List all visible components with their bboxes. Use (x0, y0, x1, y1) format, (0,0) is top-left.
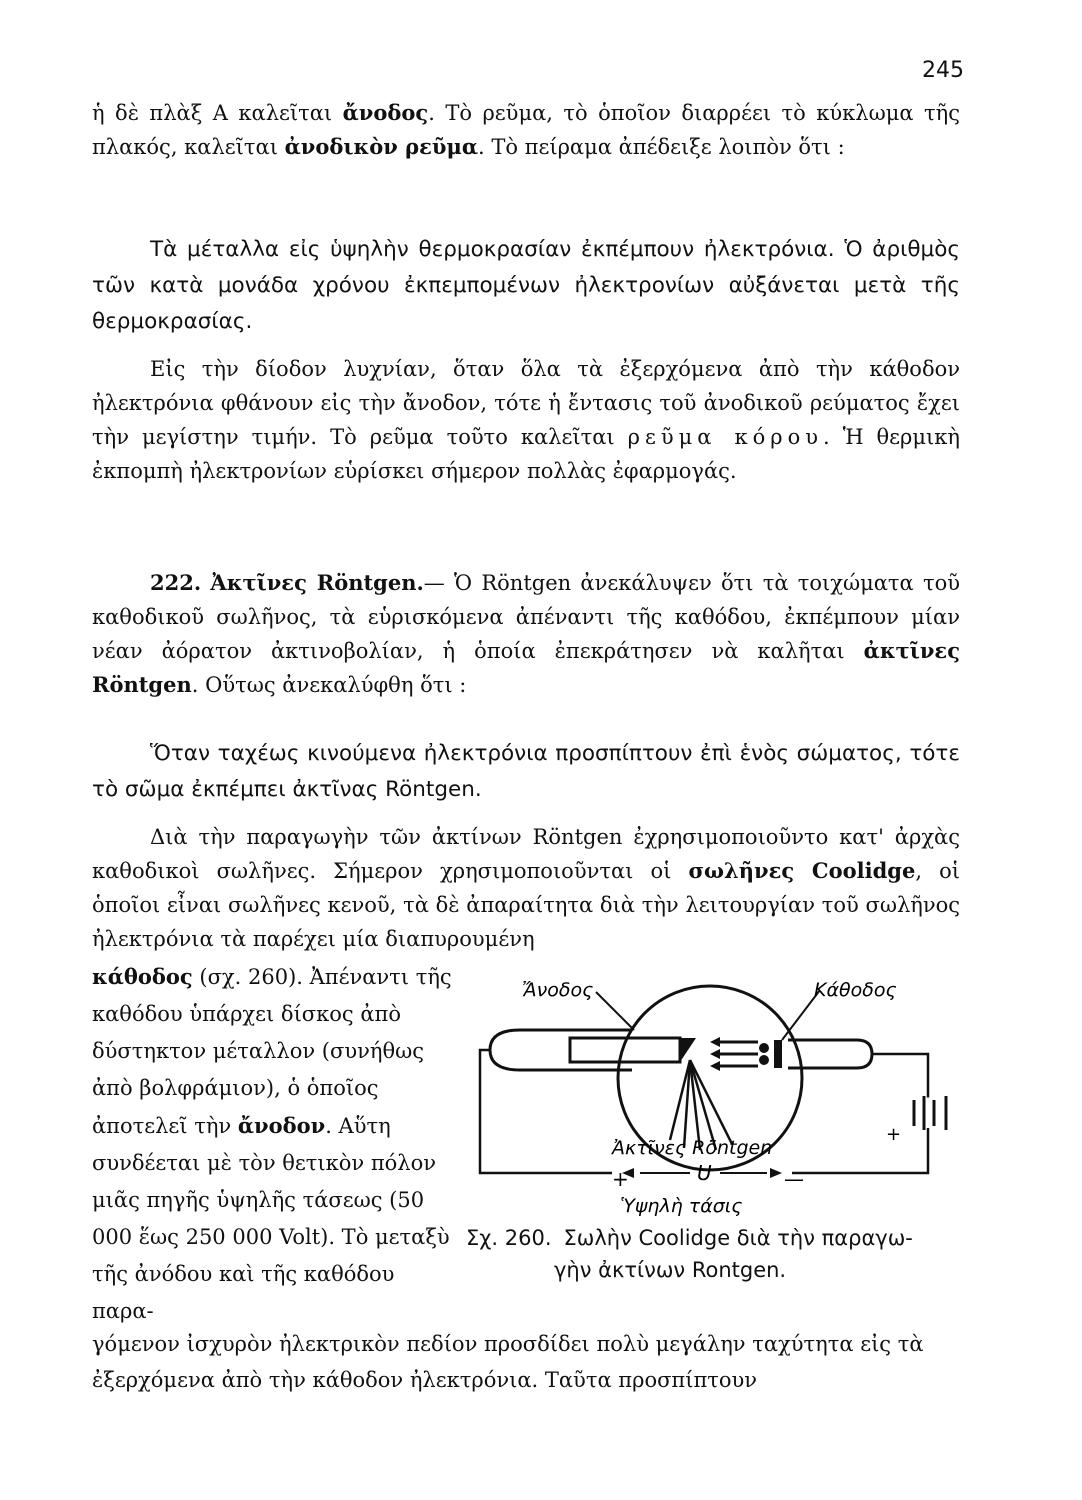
section-number: 222. (150, 570, 202, 595)
section-text-b: . Οὕτως ἀνεκαλύφθη ὅτι : (191, 673, 467, 697)
battery-plus-label: + (886, 1124, 902, 1145)
term-cathode: κάθοδος (92, 964, 193, 989)
caption-number: Σχ. 260. (466, 1226, 552, 1250)
p2-text-a: Εἰς τὴν δίοδον λυχνίαν, ὅταν ὅλα τὰ ἐξερχόμενα ἀπὸ τὴν κάθοδον ἠλεκτρόνια φθάνουν εἰς τὴν ἄνοδον, τότε ἡ ἔντασις τοῦ ἀνοδικοῦ ρεύματος ἔχει τὴν μεγίστην τιμήν. Τὸ ρεῦμα τοῦτο καλεῖται (92, 357, 960, 449)
term-roentgen-rays: ἀκτῖνες Röntgen (92, 638, 960, 697)
caption-line-1: Σωλὴν Coolidge διὰ τὴν παραγω- (563, 1226, 913, 1250)
label-cathode: Κάθοδος (814, 979, 897, 1001)
p3-text-a: Διὰ τὴν παραγωγὴν τῶν ἀκτίνων Röntgen ἐχρησιμοποιοῦντο κατ' ἀρχὰς καθοδικοὶ σωλῆνες. Σήμερον χρησιμοποιοῦνται οἱ (92, 825, 960, 883)
p4-text-b: . Αὕτη συνδέεται μὲ τὸν θετικὸν πόλον μιᾶς πηγῆς ὑψηλῆς τάσεως (50 000 ἕως 250 000 Volt). Τὸ μεταξὺ τῆς ἀνόδου καὶ τῆς καθόδου παρα- (92, 1114, 450, 1323)
electron-arrowhead-2 (710, 1049, 720, 1059)
cathode-terminal-2 (759, 1055, 769, 1065)
coolidge-tube-diagram (462, 968, 962, 1218)
term-anode-2: ἄνοδον (237, 1113, 326, 1138)
circuit-wire-right (872, 1054, 928, 1098)
figure-caption (466, 1222, 966, 1286)
section-222-roentgen (92, 566, 960, 702)
p4-text-a: (σχ. 260). Ἀπέναντι τῆς καθόδου ὑπάρχει δίσκος ἀπὸ δύστηκτον μέταλλον (συνήθως ἀπὸ βολφράμιον), ὁ ὁποῖος ἀποτελεῖ τὴν (92, 965, 452, 1138)
p1-text-a: ἡ δὲ πλὰξ Α καλεῖται (92, 101, 343, 125)
term-anode: ἄνοδος (342, 100, 429, 125)
anode-arm (490, 1030, 632, 1070)
cathode-terminal-1 (759, 1043, 769, 1053)
p1-text-b: . Τὸ ρεῦμα, τὸ ὁποῖον διαρρέει τὸ κύκλωμα τῆς πλακός, καλεῖται (92, 101, 961, 159)
hv-arrowhead-right (770, 1168, 782, 1178)
caption-line-2: γὴν ἀκτίνων Rontgen. (554, 1258, 787, 1282)
label-u: U (697, 1161, 712, 1185)
paragraph-saturation-current (92, 352, 960, 488)
label-minus: — (784, 1167, 804, 1191)
term-saturation-current: ρεῦμα κόρου (627, 425, 824, 449)
electron-arrowhead-1 (710, 1037, 720, 1047)
paragraph-cathode-anode (92, 958, 456, 1330)
paragraph-coolidge-tubes (92, 820, 960, 956)
anticathode-target (680, 1038, 696, 1062)
electron-arrowhead-3 (710, 1061, 720, 1071)
circuit-wire-bottom (792, 1128, 928, 1173)
term-coolidge-tubes: σωλῆνες Coolidge (688, 858, 916, 883)
section-heading: Ἀκτῖνες Röntgen. (210, 570, 424, 595)
p1-text-c: . Τὸ πείραμα ἀπέδειξε λοιπὸν ὅτι : (477, 135, 845, 159)
paragraph-electric-field: γόμενον ἰσχυρὸν ἠλεκτρικὸν πεδίον προσδίδει πολὺ μεγάλην ταχύτητα εἰς τὰ ἐξερχόμενα ἀπὸ τὴν κάθοδον ἠλεκτρόνια. Ταῦτα προσπίπτουν (92, 1332, 924, 1392)
label-plus: + (612, 1167, 629, 1191)
page-number: 245 (922, 58, 964, 83)
p3-text-b: , οἱ ὁποῖοι εἶναι σωλῆνες κενοῦ, τὰ δὲ ἀπαραίτητα διὰ τὴν λειτουργίαν τοῦ σωλῆνος ἠλεκτρόνια τὰ παρέχει μία διαπυρουμένη (92, 859, 960, 951)
cathode-filament (774, 1040, 782, 1068)
p2-text-b: . Ἡ θερμικὴ ἐκπομπὴ ἠλεκτρονίων εὑρίσκει σήμερον πολλὰς ἐφαρμογάς. (92, 425, 960, 483)
section-text-a: — Ὁ Röntgen ἀνεκάλυψεν ὅτι τὰ τοιχώματα τοῦ καθοδικοῦ σωλῆνος, τὰ εὑρισκόμενα ἀπέναντι τῆς καθόδου, ἐκπέμπουν μίαν νέαν ἀόρατον ἀκτινοβολίαν, ἡ ὁποία ἐπεκράτησεν νὰ καλῆται (92, 571, 960, 663)
label-anode: Ἄνοδος (522, 979, 594, 1001)
label-roentgen-rays: Ἀκτῖνες Röntgen (612, 1137, 773, 1159)
anode-pointer (596, 992, 634, 1030)
label-high-voltage: Ὑψηλὴ τάσις (620, 1195, 743, 1217)
term-anodic-current: ἀνοδικὸν ρεῦμα (284, 134, 478, 159)
rule-roentgen-emission: Ὅταν ταχέως κινούμενα ἠλεκτρόνια προσπίπτουν ἐπὶ ἑνὸς σώματος, τότε τὸ σῶμα ἐκπέμπει ἀκτῖνας Röntgen. (92, 741, 960, 802)
rule-thermionic-emission: Τὰ μέταλλα εἰς ὑψηλὴν θερμοκρασίαν ἐκπέμπουν ἠλεκτρόνια. Ὁ ἀριθμὸς τῶν κατὰ μονάδα χρόνου ἐκπεμπομένων ἠλεκτρονίων αὐξάνεται μετὰ τῆς θερμοκρασίας. (92, 237, 960, 334)
circuit-wire-left (480, 1050, 612, 1173)
paragraph-anode-current (92, 96, 960, 164)
